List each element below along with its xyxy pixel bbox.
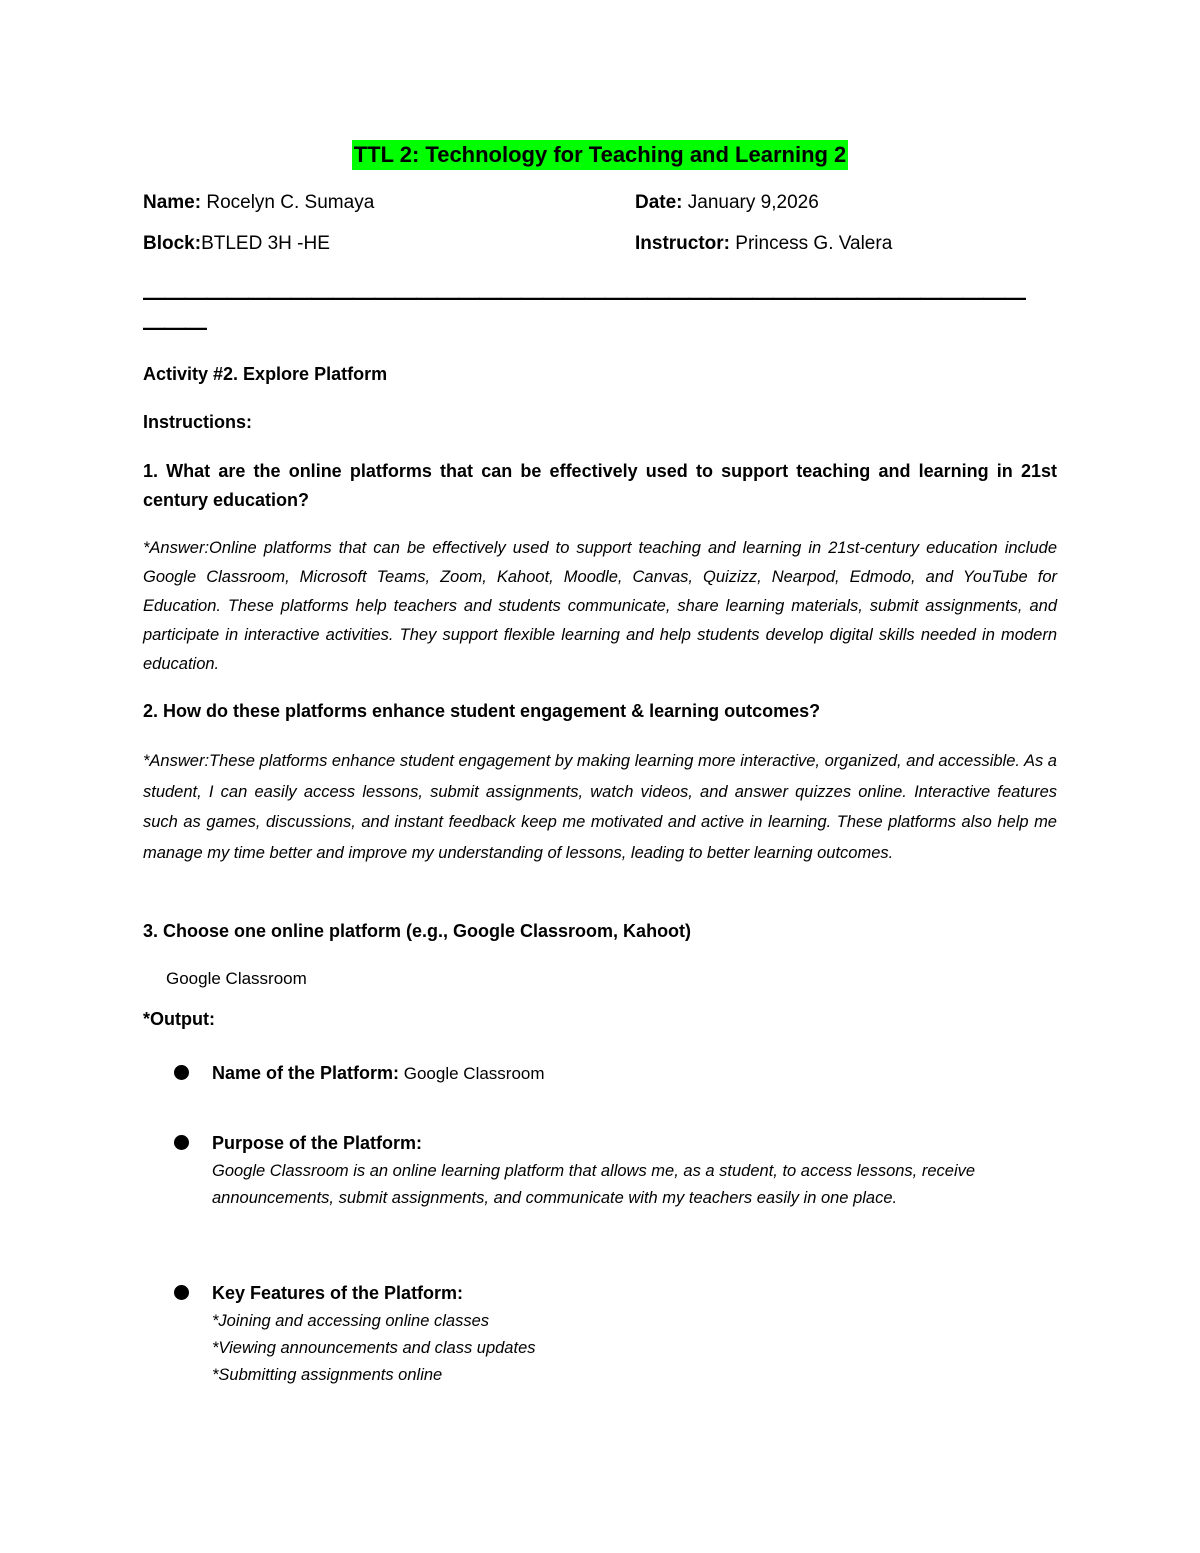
bullet-body — [212, 1278, 1052, 1389]
name-value: Rocelyn C. Sumaya — [201, 192, 375, 213]
platform-name-value: Google Classroom — [399, 1064, 545, 1083]
features-label: Key Features of the Platform: — [212, 1283, 464, 1303]
feature-item: *Joining and accessing online classes — [212, 1312, 490, 1330]
answer-2: *Answer:These platforms enhance student engagement by making learning more interactive, organized, and accessible. As a student, I can easily access lessons, submit assignments, watch videos, and answer quizzes online. Interactive features such as games, discussions, and instant feedback keep me motivated and active in learning. These platforms also help me manage my time better and improve my understanding of lessons, leading to better learning outcomes. — [143, 752, 1057, 862]
document-title: TTL 2: Technology for Teaching and Learning 2 — [352, 140, 849, 170]
chosen-platform: Google Classroom — [166, 969, 307, 988]
bullet-body — [212, 1128, 1052, 1212]
block-value: BTLED 3H -HE — [201, 233, 330, 254]
name-field — [143, 190, 374, 216]
feature-item: *Submitting assignments online — [212, 1366, 443, 1384]
question-3: 3. Choose one online platform (e.g., Google Classroom, Kahoot) — [143, 921, 692, 941]
date-value: January 9,2026 — [682, 192, 819, 213]
bullet-body — [212, 1058, 1052, 1088]
date-field — [635, 190, 819, 216]
date-label: Date: — [635, 192, 683, 213]
feature-item: *Viewing announcements and class updates — [212, 1339, 536, 1357]
bullet-icon — [174, 1135, 189, 1150]
separator-line-continuation: ——— — [143, 315, 206, 340]
purpose-text: Google Classroom is an online learning platform that allows me, as a student, to access lessons, receive announcements, submit assignments, and communicate with my teachers easily in one place. — [212, 1162, 976, 1207]
bullet-icon — [174, 1065, 189, 1080]
block-label: Block: — [143, 233, 202, 254]
title-container — [0, 140, 1200, 170]
instructor-value: Princess G. Valera — [730, 233, 893, 254]
instructions-heading: Instructions: — [143, 412, 253, 432]
instructor-label: Instructor: — [635, 233, 730, 254]
question-2: 2. How do these platforms enhance student engagement & learning outcomes? — [143, 701, 821, 721]
answer-1: *Answer:Online platforms that can be effectively used to support teaching and learning in 21st-century education include Google Classroom, Microsoft Teams, Zoom, Kahoot, Moodle, Canvas, Quizizz, Nearpod, Edmodo, and YouTube for Education. These platforms help teachers and students communicate, share learning materials, submit assignments, and participate in interactive activities. They support flexible learning and help students develop digital skills needed in modern education. — [143, 539, 1057, 673]
separator-line: —————————————————————————————————————————— — [143, 285, 1025, 310]
block-field — [143, 231, 330, 257]
instructor-field — [635, 231, 892, 257]
bullet-icon — [174, 1285, 189, 1300]
output-label: *Output: — [143, 1009, 215, 1029]
name-label: Name: — [143, 192, 202, 213]
platform-name-label: Name of the Platform: — [212, 1063, 400, 1083]
activity-title: Activity #2. Explore Platform — [143, 364, 388, 384]
question-1: 1. What are the online platforms that can be effectively used to support teaching and learning in 21st century education? — [143, 461, 1057, 510]
purpose-label: Purpose of the Platform: — [212, 1133, 423, 1153]
